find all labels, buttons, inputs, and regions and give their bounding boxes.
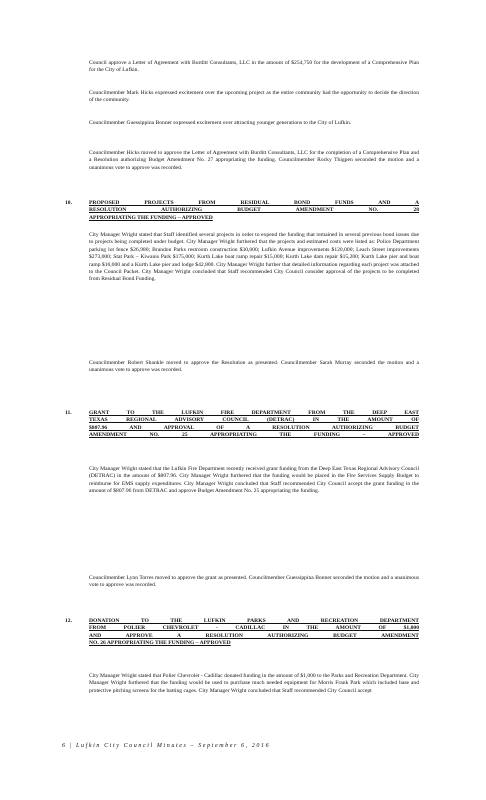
item-title-line: RESOLUTION AUTHORIZING BUDGET AMENDMENT NO. 28 bbox=[89, 207, 419, 214]
item-number: 10. bbox=[65, 200, 72, 206]
item-title-line: $807.96 AND APPROVAL OF A RESOLUTION AUTHORIZING BUDGET bbox=[89, 424, 419, 431]
paragraph-bonner-comment: Councilmember Guessippina Bonner expressed excitement over attracting younger generations to the City of Lufkin. bbox=[89, 120, 352, 126]
page-footer: 6 | Lufkin City Council Minutes – September 6, 2016 bbox=[62, 743, 271, 749]
item-title-line: AND APPROVE A RESOLUTION AUTHORIZING BUDGET AMENDMENT bbox=[89, 632, 419, 639]
item-title-line: AMENDMENT NO. 25 APPROPRIATING THE FUNDING – APPROVED bbox=[89, 432, 419, 439]
item-number: 11. bbox=[65, 410, 72, 416]
item-title-line: NO. 26 APPROPRIATING THE FUNDING – APPROVED bbox=[89, 640, 231, 647]
item-title-line: FROM POLIER CHEVROLET - CADILLAC IN THE AMOUNT OF $1,000 bbox=[89, 625, 419, 632]
item-title bbox=[89, 410, 419, 440]
item-title-line: DONATION TO THE LUFKIN PARKS AND RECREATION DEPARTMENT bbox=[89, 618, 419, 624]
item-number: 12. bbox=[65, 618, 72, 624]
paragraph-torres-motion: Councilmember Lynn Torres moved to approve the grant as presented. Councilmember Guessippina Bonner seconded the motion and a unanimous vote to approve was recorded. bbox=[89, 575, 419, 589]
paragraph-hicks-comment: Councilmember Mark Hicks expressed excitement over the upcoming project as the entire community had the opportunity to decide the direction of the community. bbox=[89, 90, 419, 104]
item-title bbox=[89, 200, 419, 222]
item-title-line: GRANT TO THE LUFKIN FIRE DEPARTMENT FROM THE DEEP EAST bbox=[89, 410, 419, 416]
paragraph-comprehensive-plan-motion: Council approve a Letter of Agreement with Burditt Consultants, LLC in the amount of $254,750 for the development of a Comprehensive Plan for the City of Lufkin. bbox=[89, 60, 419, 74]
paragraph-bond-projects: City Manager Wright stated that Staff identified several projects in order to expend the funding that remained in several previous bond issues due to projects being completed under budget. City Manager Wright furthered that the projects and estimated costs were listed as: Police Department parking lot fence $26,980; Brandon Parks restroom construction $30,000; Lufkin Avenue improvements $120,000; Leach Street improvements $273,000; Stat Park – Kiwanis Park $175,000; Kurth Lake boat ramp repair $15,000; Kurth Lake dam repair $15,200; Kurth Lake pier and boat ramp $16,000 and a Kurth Lake pier and lodge $42,800. City Manager Wright further that detailed information regarding each project was attached to the Council Packet. City Manager Wright concluded that Staff recommended City Council consider approval of the projects to be completed from Residual Bond Funding. bbox=[89, 232, 419, 283]
item-title-line: PROPOSED PROJECTS FROM RESIDUAL BOND FUNDS AND A bbox=[89, 200, 419, 206]
item-title-line: TEXAS REGIONAL ADVISORY COUNCIL (DETRAC) IN THE AMOUNT OF bbox=[89, 417, 419, 424]
item-title-line: APPROPRIATING THE FUNDING – APPROVED bbox=[89, 214, 213, 221]
paragraph-polier-donation: City Manager Wright stated that Polier Chevrolet - Cadillac donated funding in the amount of $1,000 to the Parks and Recreation Department. City Manager Wright furthered that the funding would be used to purchase much needed equipment for Morris Frank Park which included base and protective pitching screens for the batting cages. City Manager Wright concluded that Staff recommended City Council accept bbox=[89, 673, 419, 694]
paragraph-shankle-motion: Councilmember Robert Shankle moved to approve the Resolution as presented. Councilmember Sarah Murray seconded the motion and a unanimous vote to approve was recorded. bbox=[89, 360, 419, 374]
item-title bbox=[89, 618, 419, 648]
paragraph-detrac-grant: City Manager Wright stated that the Lufkin Fire Department recently received grant funding from the Deep East Texas Regional Advisory Council (DETRAC) in the amount of $807.96. City Manager Wright furthered that the funding would be placed in the Fire Services Supply Budget to reimburse for EMS supply expenditures. City Manager Wright concluded that Staff recommended City Council accept the grant funding in the amount of $807.96 from DETRAC and approve Budget Amendment No. 25 appropriating the funding. bbox=[89, 466, 419, 495]
paragraph-hicks-motion: Councilmember Hicks moved to approve the Letter of Agreement with Burditt Consultants, LLC for the completion of a Comprehensive Plan and a Resolution authorizing Budget Amendment No. 27 appropriating the funding. Councilmember Rocky Thigpen seconded the motion and a unanimous vote to approve was recorded. bbox=[89, 150, 419, 171]
